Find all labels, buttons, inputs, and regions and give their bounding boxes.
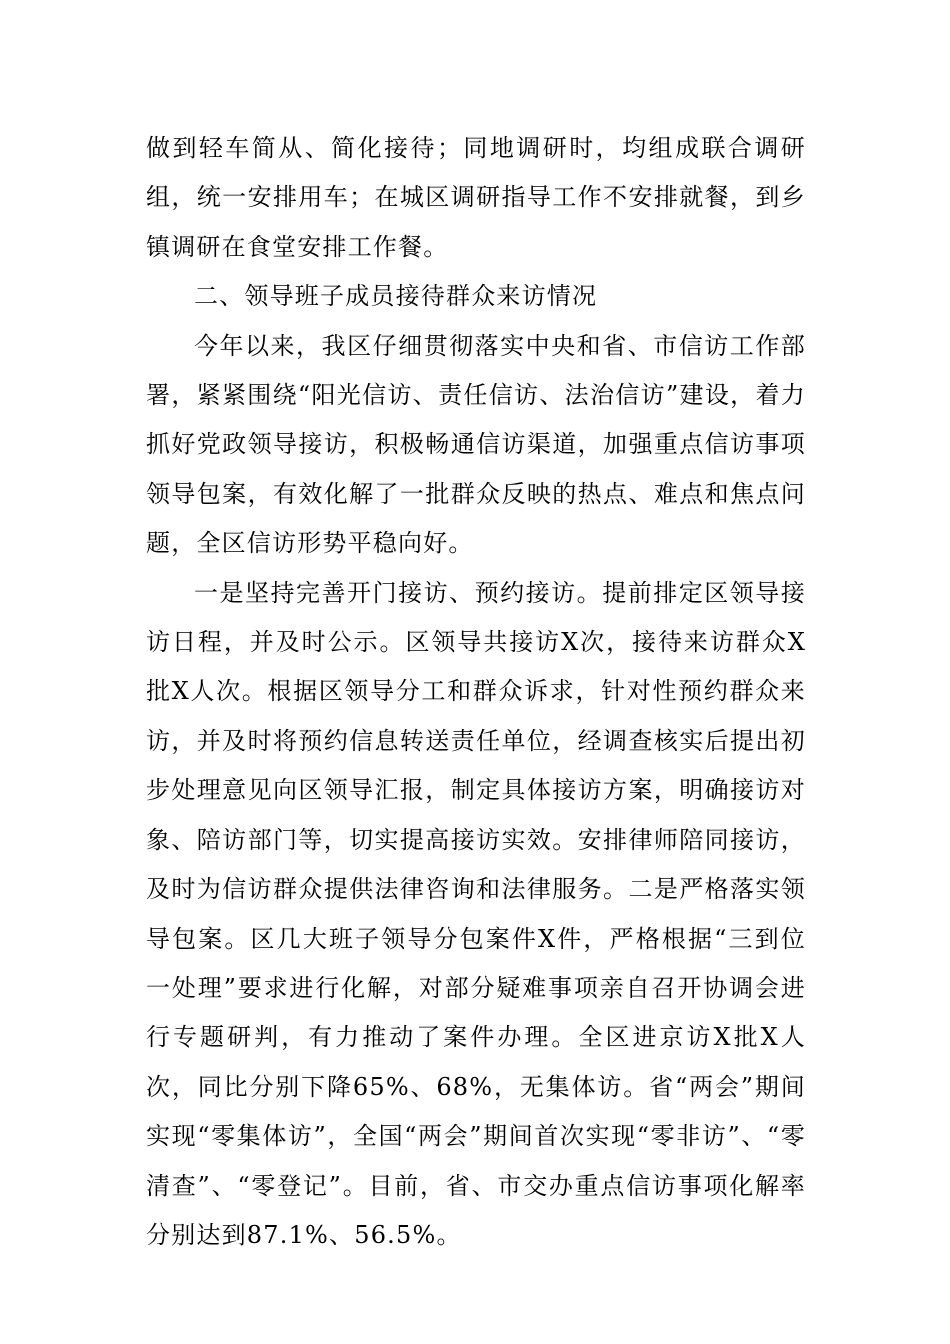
section-heading-petition-reception: 二、领导班子成员接待群众来访情况 bbox=[194, 282, 598, 311]
document-page bbox=[146, 124, 806, 1260]
paragraph-petition-overview: 今年以来，我区仔细贯彻落实中央和省、市信访工作部署，紧紧围绕“阳光信访、责任信访、法治信访”建设，着力抓好党政领导接访，积极畅通信访渠道，加强重点信访事项领导包案，有效化解了一批群众反映的热点、难点和焦点问题，全区信访形势平稳向好。 bbox=[146, 331, 806, 558]
paragraph-petition-measures: 一是坚持完善开门接访、预约接访。提前排定区领导接访日程，并及时公示。区领导共接访X次，接待来访群众X批X人次。根据区领导分工和群众诉求，针对性预约群众来访，并及时将预约信息转送责任单位，经调查核实后提出初步处理意见向区领导汇报，制定具体接访方案，明确接访对象、陪访部门等，切实提高接访实效。安排律师陪同接访，及时为信访群众提供法律咨询和法律服务。二是严格落实领导包案。区几大班子领导分包案件X件，严格根据“三到位一处理”要求进行化解，对部分疑难事项亲自召开协调会进行专题研判，有力推动了案件办理。全区进京访X批X人次，同比分别下降65%、68%，无集体访。省“两会”期间实现“零集体访”，全国“两会”期间首次实现“零非访”、“零清查”、“零登记”。目前，省、市交办重点信访事项化解率分别达到87.1%、56.5%。 bbox=[146, 578, 806, 1249]
paragraph-reception-simplification: 做到轻车简从、简化接待；同地调研时，均组成联合调研组，统一安排用车；在城区调研指导工作不安排就餐，到乡镇调研在食堂安排工作餐。 bbox=[146, 134, 806, 261]
